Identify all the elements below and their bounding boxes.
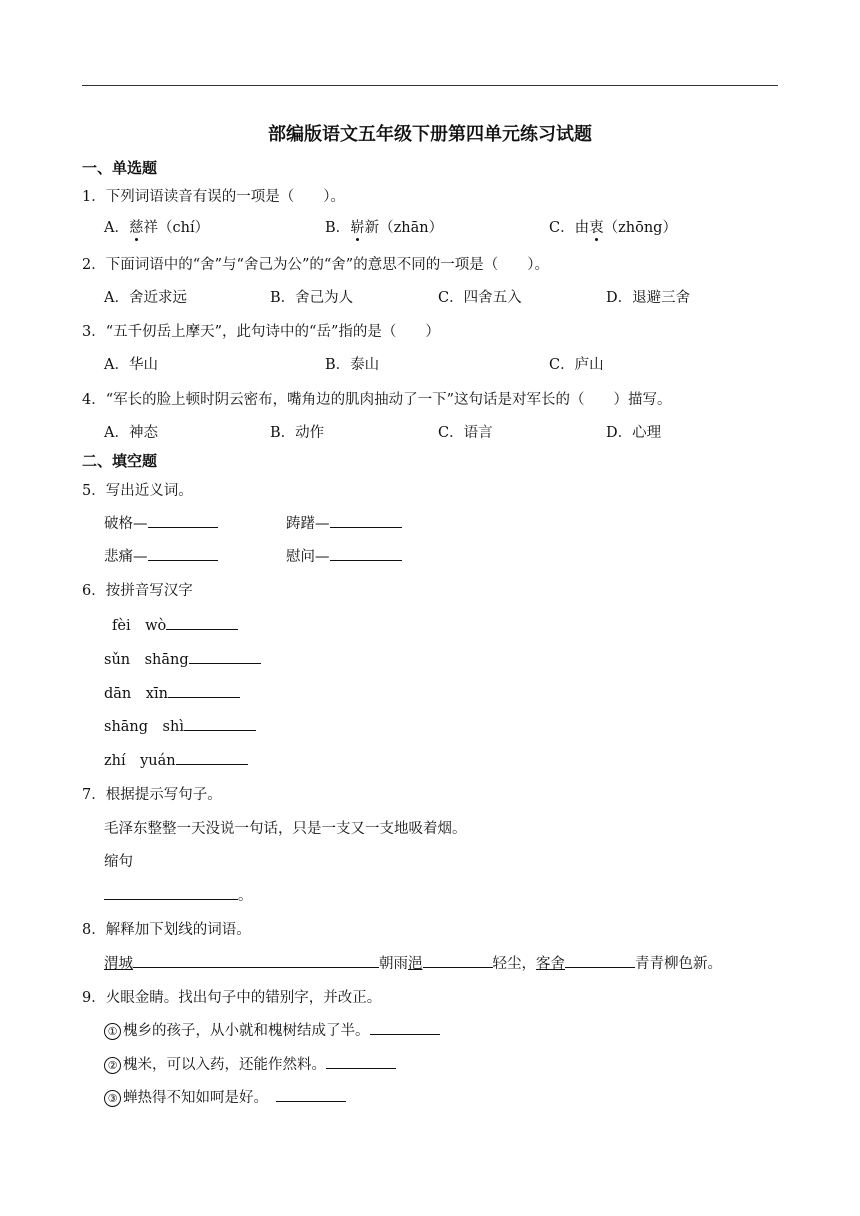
question-1: 1．下列词语读音有误的一项是（ ）。 [82, 189, 345, 205]
answer-blank[interactable] [184, 716, 256, 731]
answer-blank[interactable] [148, 513, 218, 528]
q1-option-b: B．崭新（zhān） [325, 220, 444, 236]
q5-item-2: 踌躇— [286, 512, 402, 533]
answer-blank[interactable] [276, 1087, 346, 1102]
question-4: 4．“军长的脸上顿时阴云密布，嘴角边的肌肉抽动了一下”这句话是对军长的（ ）描写。 [82, 392, 672, 408]
q5-item-4: 慰问— [286, 545, 402, 566]
q4-option-c: C．语言 [438, 425, 493, 441]
q8-poem-line: 渭城 朝雨浥 轻尘，客舍 青青柳色新。 [104, 952, 722, 973]
question-6: 6．按拼音写汉字 [82, 583, 193, 599]
q3-option-b: B．泰山 [325, 357, 380, 373]
q6-item-5: zhí yuán [104, 749, 248, 770]
q6-item-4: shāng shì [104, 715, 256, 736]
answer-blank[interactable] [133, 953, 379, 968]
q1-option-a: A．慈祥（chí） [104, 220, 210, 236]
q7-hint: 缩句 [104, 854, 133, 870]
answer-blank[interactable] [370, 1020, 440, 1035]
answer-blank[interactable] [148, 546, 218, 561]
answer-blank[interactable] [104, 885, 238, 900]
q6-item-2: sǔn shāng [104, 648, 261, 669]
q1-option-c: C．由衷（zhōng） [549, 220, 677, 236]
page-title: 部编版语文五年级下册第四单元练习试题 [268, 124, 592, 145]
question-9: 9．火眼金睛。找出句子中的错别字，并改正。 [82, 990, 382, 1006]
question-7: 7．根据提示写句子。 [82, 787, 222, 803]
q5-item-3: 悲痛— [104, 545, 218, 566]
question-8: 8．解释加下划线的词语。 [82, 922, 251, 938]
question-5: 5．写出近义词。 [82, 483, 193, 499]
header-rule [82, 85, 778, 86]
q6-item-1: fèi wò [112, 614, 238, 635]
question-2: 2．下面词语中的“舍”与“舍己为公”的“舍”的意思不同的一项是（ ）。 [82, 257, 549, 273]
q4-option-a: A．神态 [104, 425, 158, 441]
q7-sentence: 毛泽东整整一天没说一句话，只是一支又一支地吸着烟。 [104, 821, 467, 837]
answer-blank[interactable] [565, 953, 635, 968]
answer-blank[interactable] [330, 546, 402, 561]
q2-option-a: A．舍近求远 [104, 290, 187, 306]
q9-item-1: ① 槐乡的孩子，从小就和槐树结成了半。 [104, 1019, 440, 1040]
q3-option-a: A．华山 [104, 357, 158, 373]
q4-option-d: D．心理 [606, 425, 662, 441]
answer-blank[interactable] [189, 649, 261, 664]
q7-answer-line: 。 [104, 884, 253, 905]
q2-option-d: D．退避三舍 [606, 290, 691, 306]
q2-option-b: B．舍己为人 [270, 290, 354, 306]
answer-blank[interactable] [423, 953, 493, 968]
answer-blank[interactable] [176, 750, 248, 765]
q3-option-c: C．庐山 [549, 357, 604, 373]
section-fill-blank: 二、填空题 [82, 452, 158, 470]
q5-item-1: 破格— [104, 512, 218, 533]
q4-option-b: B．动作 [270, 425, 325, 441]
q9-item-2: ② 槐米，可以入药，还能作然料。 [104, 1053, 396, 1074]
answer-blank[interactable] [168, 683, 240, 698]
question-3: 3．“五千仞岳上摩天”，此句诗中的“岳”指的是（ ） [82, 324, 440, 340]
answer-blank[interactable] [330, 513, 402, 528]
q9-item-3: ③ 蝉热得不知如呵是好。 [104, 1086, 346, 1107]
answer-blank[interactable] [166, 615, 238, 630]
section-single-choice: 一、单选题 [82, 159, 158, 177]
q6-item-3: dān xīn [104, 682, 240, 703]
answer-blank[interactable] [326, 1054, 396, 1069]
q2-option-c: C．四舍五入 [438, 290, 522, 306]
